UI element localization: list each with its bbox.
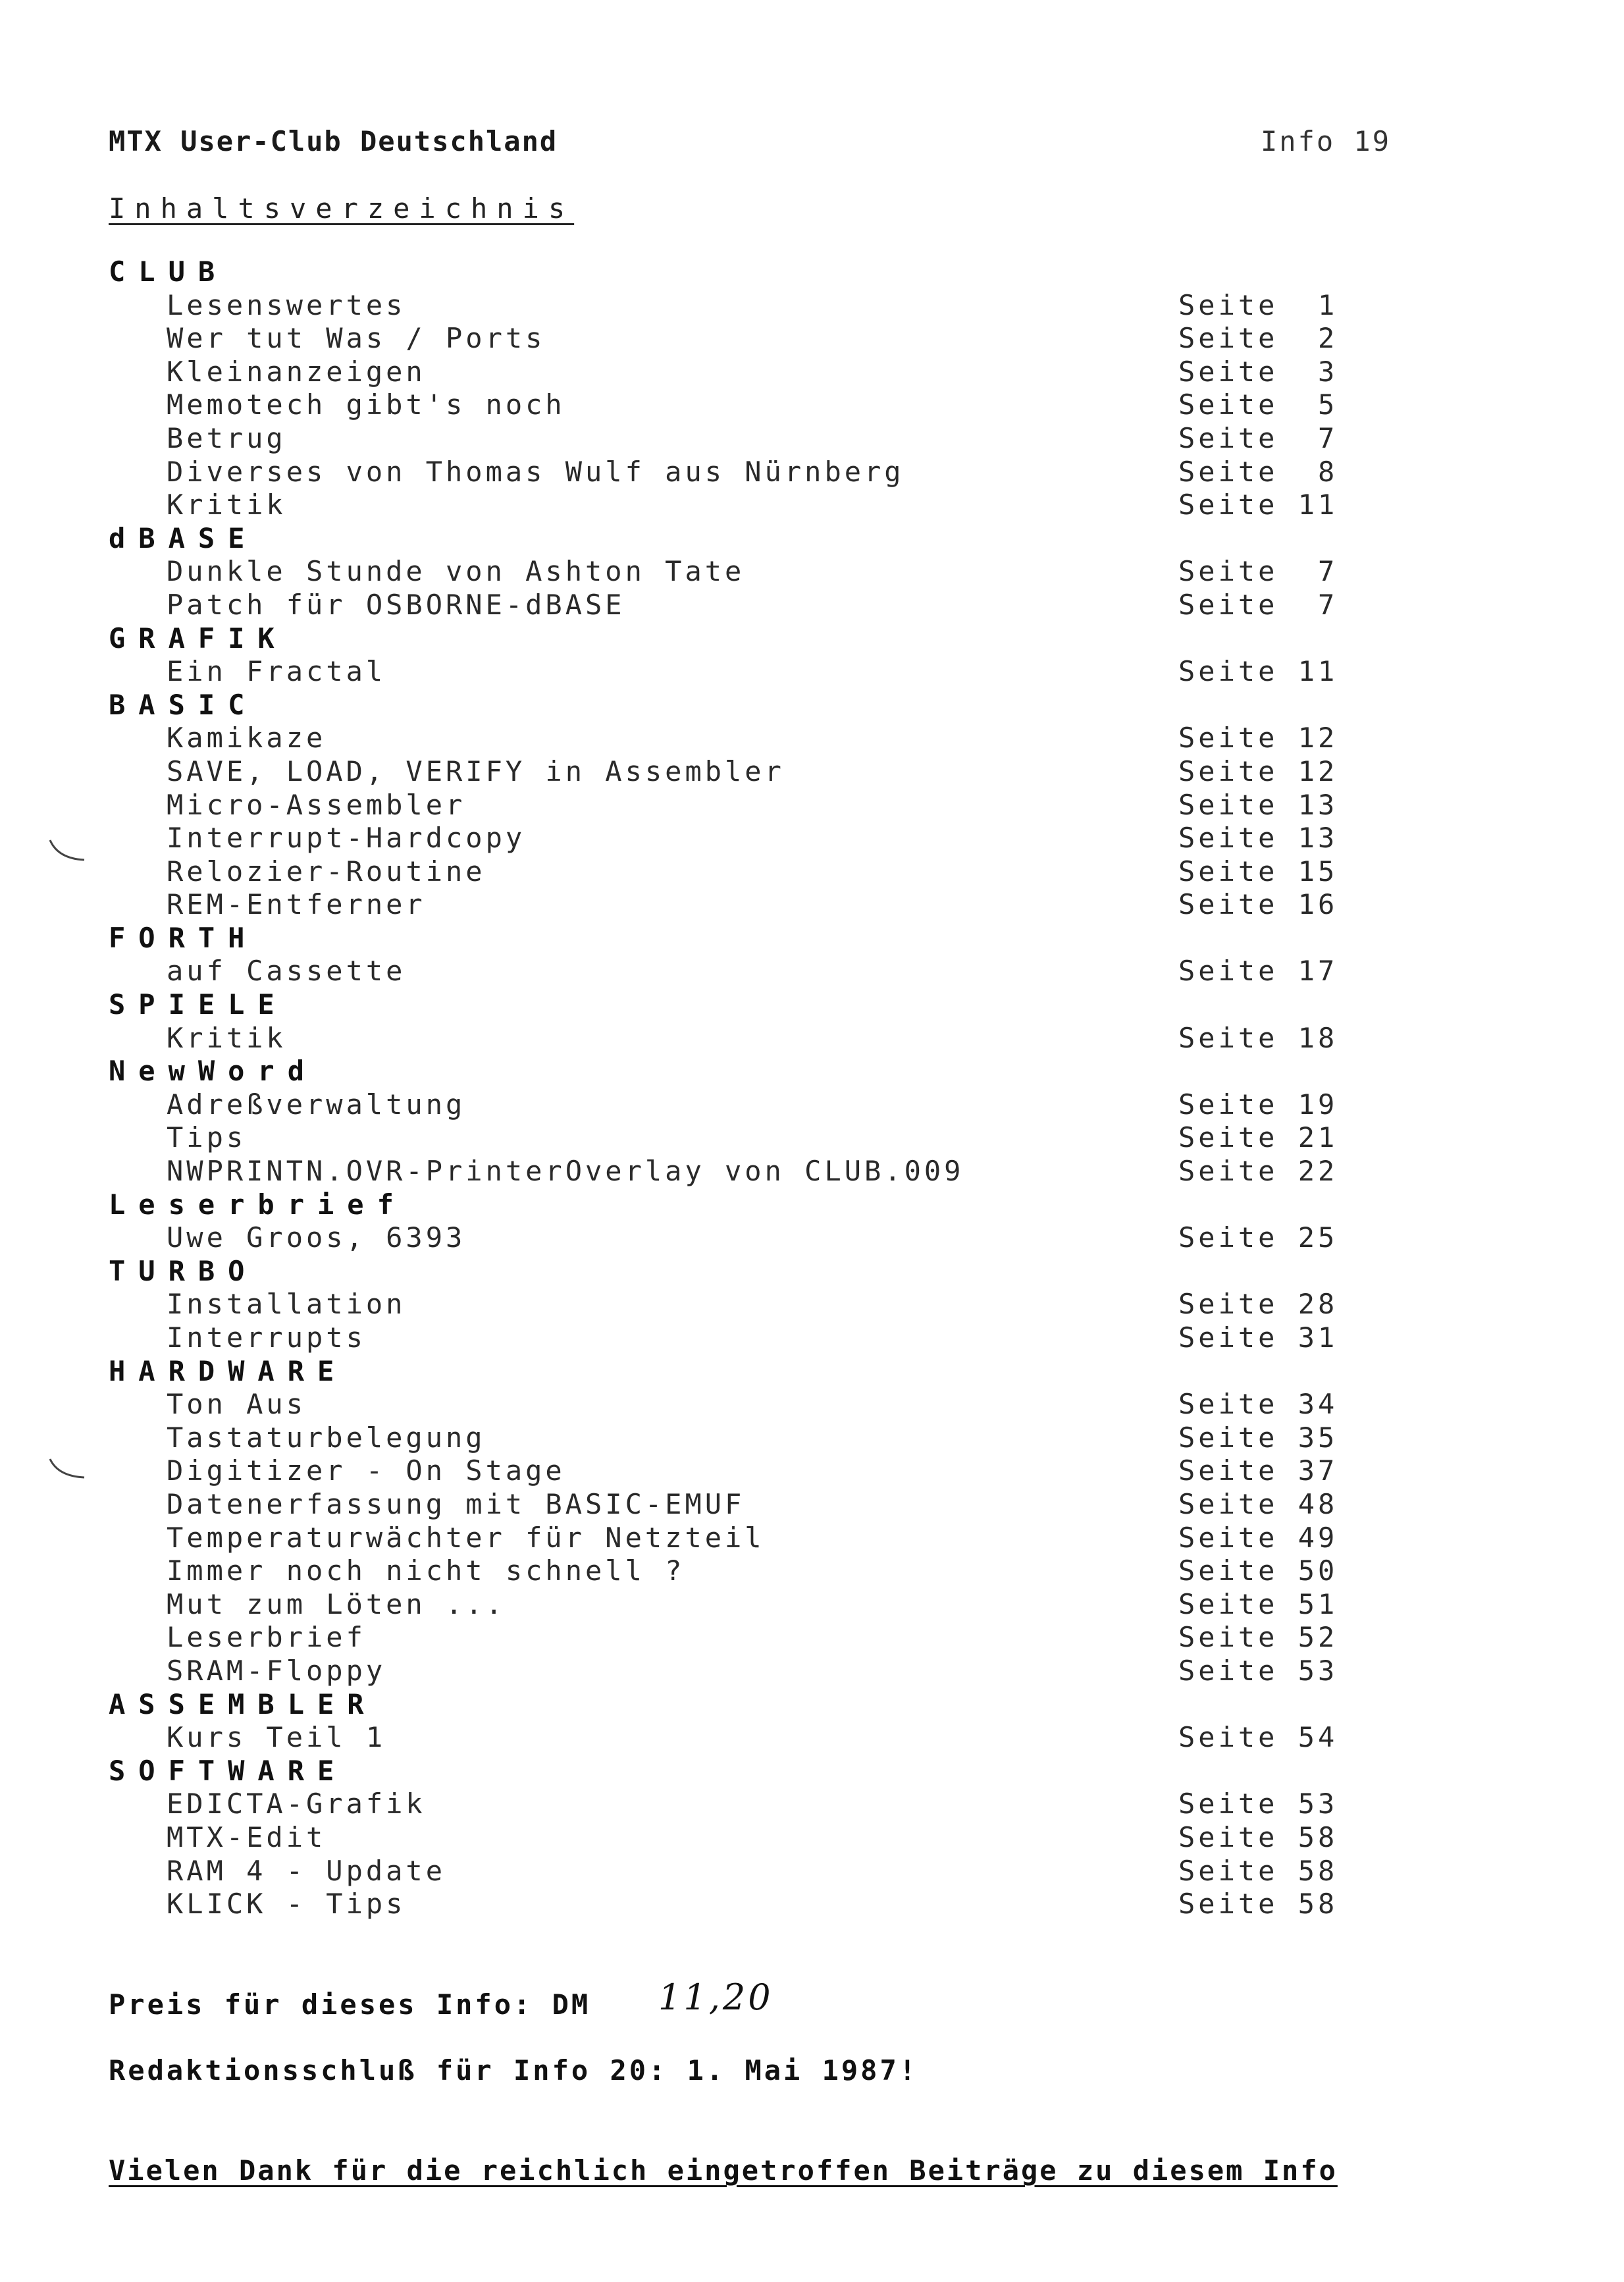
toc-title: Inhaltsverzeichnis <box>109 192 575 225</box>
entry-title: Ein Fractal <box>167 655 386 688</box>
toc-entry <box>0 789 1624 822</box>
price-label: Preis für dieses Info: DM <box>109 1988 591 2021</box>
entry-page: Seite 15 <box>1178 855 1338 888</box>
entry-page: Seite 22 <box>1178 1155 1338 1188</box>
section-row <box>0 1255 1624 1288</box>
scan-mark <box>46 836 92 869</box>
toc-entry <box>0 422 1624 456</box>
toc-entry <box>0 1421 1624 1455</box>
club-name: MTX User-Club Deutschland <box>109 125 558 157</box>
toc-entry <box>0 1855 1624 1888</box>
entry-page: Seite 48 <box>1178 1487 1338 1520</box>
section-row <box>0 1355 1624 1389</box>
toc-entry <box>0 722 1624 755</box>
entry-page: Seite 35 <box>1178 1421 1338 1454</box>
entry-page: Seite 11 <box>1178 655 1338 688</box>
toc-entry <box>0 755 1624 789</box>
entry-page: Seite 7 <box>1178 555 1338 588</box>
entry-title: Kritik <box>167 1021 286 1054</box>
entry-page: Seite 49 <box>1178 1521 1338 1554</box>
toc-entry <box>0 1221 1624 1255</box>
section-heading: CLUB <box>109 255 228 288</box>
section-row <box>0 1055 1624 1088</box>
toc-entry <box>0 489 1624 522</box>
toc-entry <box>0 1488 1624 1522</box>
entry-page: Seite 51 <box>1178 1587 1338 1620</box>
entry-title: Ton Aus <box>167 1388 307 1421</box>
toc-entry <box>0 555 1624 589</box>
entry-title: Installation <box>167 1288 406 1321</box>
entry-page: Seite 58 <box>1178 1854 1338 1887</box>
toc-entry <box>0 1388 1624 1421</box>
price-handwritten: 11,20 <box>658 1977 773 2018</box>
section-heading: dBASE <box>109 521 258 554</box>
issue-number: Info 19 <box>1261 125 1392 157</box>
toc-entry <box>0 1554 1624 1588</box>
section-heading: BASIC <box>109 688 258 721</box>
entry-page: Seite 2 <box>1178 322 1338 355</box>
entry-page: Seite 16 <box>1178 888 1338 921</box>
entry-title: Tips <box>167 1121 247 1154</box>
entry-title: Temperaturwächter für Netzteil <box>167 1521 765 1554</box>
toc-entry <box>0 1454 1624 1488</box>
entry-page: Seite 37 <box>1178 1454 1338 1487</box>
entry-title: Micro-Assembler <box>167 788 466 821</box>
entry-page: Seite 1 <box>1178 288 1338 321</box>
entry-title: REM-Entferner <box>167 888 426 921</box>
entry-title: Memotech gibt's noch <box>167 388 565 421</box>
entry-page: Seite 13 <box>1178 788 1338 821</box>
toc-entry <box>0 955 1624 988</box>
entry-title: Mut zum Löten ... <box>167 1587 506 1620</box>
section-heading: FORTH <box>109 921 258 954</box>
section-heading: SOFTWARE <box>109 1754 348 1787</box>
entry-title: Patch für OSBORNE-dBASE <box>167 588 625 621</box>
entry-title: Interrupts <box>167 1321 366 1354</box>
toc-entry <box>0 289 1624 323</box>
entry-title: Uwe Groos, 6393 <box>167 1221 466 1254</box>
toc-entry <box>0 1588 1624 1622</box>
entry-title: RAM 4 - Update <box>167 1854 446 1887</box>
toc-entry <box>0 1888 1624 1921</box>
entry-page: Seite 25 <box>1178 1221 1338 1254</box>
entry-title: NWPRINTN.OVR-PrinterOverlay von CLUB.009 <box>167 1155 964 1188</box>
entry-page: Seite 52 <box>1178 1621 1338 1654</box>
toc-entry <box>0 356 1624 389</box>
entry-title: SAVE, LOAD, VERIFY in Assembler <box>167 755 785 787</box>
entry-title: Kurs Teil 1 <box>167 1721 386 1754</box>
section-row <box>0 922 1624 955</box>
entry-title: Lesenswertes <box>167 288 406 321</box>
entry-title: Dunkle Stunde von Ashton Tate <box>167 555 745 588</box>
toc-entry <box>0 855 1624 889</box>
toc-entry <box>0 1721 1624 1755</box>
entry-title: Tastaturbelegung <box>167 1421 486 1454</box>
section-row <box>0 988 1624 1022</box>
toc-entry <box>0 1288 1624 1321</box>
entry-page: Seite 58 <box>1178 1820 1338 1853</box>
entry-page: Seite 34 <box>1178 1388 1338 1421</box>
toc-entry <box>0 1621 1624 1655</box>
entry-page: Seite 5 <box>1178 388 1338 421</box>
section-row <box>0 255 1624 289</box>
entry-page: Seite 53 <box>1178 1788 1338 1820</box>
section-heading: SPIELE <box>109 988 288 1021</box>
toc-entry <box>0 1022 1624 1055</box>
entry-title: Interrupt-Hardcopy <box>167 822 526 855</box>
entry-title: Betrug <box>167 421 286 454</box>
toc-entry <box>0 322 1624 356</box>
entry-page: Seite 17 <box>1178 955 1338 988</box>
section-heading: HARDWARE <box>109 1354 348 1387</box>
entry-title: auf Cassette <box>167 955 406 988</box>
section-heading: TURBO <box>109 1254 258 1287</box>
entry-title: Digitizer - On Stage <box>167 1454 565 1487</box>
toc-entry <box>0 1121 1624 1155</box>
entry-page: Seite 21 <box>1178 1121 1338 1154</box>
entry-page: Seite 12 <box>1178 722 1338 755</box>
section-row <box>0 1755 1624 1788</box>
entry-page: Seite 12 <box>1178 755 1338 787</box>
section-row <box>0 522 1624 556</box>
thanks-note: Vielen Dank für die reichlich eingetroffen Beiträge zu diesem Info <box>109 2154 1338 2187</box>
entry-title: Kamikaze <box>167 722 327 755</box>
entry-title: Leserbrief <box>167 1621 366 1654</box>
toc-entry <box>0 1155 1624 1188</box>
toc-entry <box>0 822 1624 855</box>
entry-page: Seite 13 <box>1178 822 1338 855</box>
section-row <box>0 1688 1624 1722</box>
toc-entry <box>0 1321 1624 1355</box>
section-row <box>0 689 1624 722</box>
section-heading: ASSEMBLER <box>109 1687 377 1720</box>
entry-title: Kleinanzeigen <box>167 355 426 388</box>
entry-page: Seite 8 <box>1178 455 1338 488</box>
entry-page: Seite 11 <box>1178 489 1338 521</box>
entry-title: Wer tut Was / Ports <box>167 322 546 355</box>
entry-page: Seite 54 <box>1178 1721 1338 1754</box>
entry-page: Seite 7 <box>1178 588 1338 621</box>
entry-page: Seite 50 <box>1178 1554 1338 1587</box>
entry-page: Seite 31 <box>1178 1321 1338 1354</box>
toc-entry <box>0 888 1624 922</box>
entry-title: Kritik <box>167 489 286 521</box>
toc-entry <box>0 1821 1624 1855</box>
toc-entry <box>0 456 1624 489</box>
entry-page: Seite 58 <box>1178 1888 1338 1921</box>
entry-page: Seite 3 <box>1178 355 1338 388</box>
toc-entry <box>0 1522 1624 1555</box>
toc-entry <box>0 589 1624 622</box>
scan-mark <box>46 1455 92 1488</box>
toc-entry <box>0 655 1624 689</box>
toc-entry <box>0 388 1624 422</box>
section-heading: Leserbrief <box>109 1188 407 1221</box>
toc-entry <box>0 1655 1624 1688</box>
toc-entry <box>0 1088 1624 1122</box>
entry-page: Seite 18 <box>1178 1021 1338 1054</box>
entry-title: Adreßverwaltung <box>167 1088 466 1121</box>
entry-title: Immer noch nicht schnell ? <box>167 1554 685 1587</box>
entry-title: KLICK - Tips <box>167 1888 406 1921</box>
table-of-contents <box>0 255 1624 1921</box>
entry-page: Seite 19 <box>1178 1088 1338 1121</box>
deadline-note: Redaktionsschluß für Info 20: 1. Mai 1987! <box>109 2054 919 2086</box>
toc-entry <box>0 1788 1624 1821</box>
entry-title: SRAM-Floppy <box>167 1654 386 1687</box>
section-heading: GRAFIK <box>109 622 288 654</box>
section-row <box>0 622 1624 656</box>
entry-page: Seite 7 <box>1178 421 1338 454</box>
entry-title: Relozier-Routine <box>167 855 486 888</box>
entry-page: Seite 53 <box>1178 1654 1338 1687</box>
entry-title: Datenerfassung mit BASIC-EMUF <box>167 1487 745 1520</box>
entry-title: Diverses von Thomas Wulf aus Nürnberg <box>167 455 904 488</box>
section-row <box>0 1188 1624 1222</box>
entry-title: EDICTA-Grafik <box>167 1788 426 1820</box>
section-heading: NewWord <box>109 1055 318 1088</box>
entry-title: MTX-Edit <box>167 1820 327 1853</box>
entry-page: Seite 28 <box>1178 1288 1338 1321</box>
